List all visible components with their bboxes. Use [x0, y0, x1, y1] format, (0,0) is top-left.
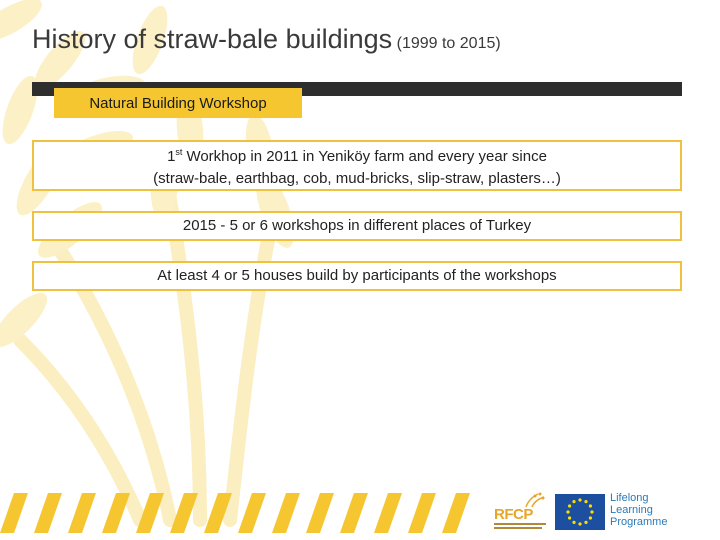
rfcp-logo-rule	[494, 523, 546, 525]
eu-flag-logo	[555, 494, 605, 530]
llp-line-3: Programme	[610, 516, 668, 528]
eu-stars-icon	[555, 494, 605, 530]
llp-line-2: Learning	[610, 504, 653, 516]
title-date-range: (1999 to 2015)	[396, 35, 501, 52]
ordinal-superscript: st	[175, 147, 183, 157]
info-box-2015-text: 2015 - 5 or 6 workshops in different places of Turkey	[182, 217, 532, 234]
info-box-2015-workshops	[32, 211, 682, 241]
page-title	[32, 24, 501, 55]
info-box-first-workshop	[32, 140, 682, 191]
info-box-first-line1-text: Workhop in 2011 in Yeniköy farm and every year since	[186, 148, 547, 165]
info-box-houses-text: At least 4 or 5 houses build by participants of the workshops	[157, 267, 557, 284]
info-box-houses-built	[32, 261, 682, 291]
rfcp-logo-rule-2	[494, 527, 542, 529]
lifelong-learning-logo	[610, 492, 667, 528]
title-main-text: History of straw-bale buildings	[32, 24, 393, 54]
rfcp-logo	[488, 492, 548, 532]
footer-stripe-decoration	[0, 493, 480, 533]
ordinal-number: 1	[167, 148, 176, 165]
section-label: Natural Building Workshop	[54, 88, 302, 118]
rfcp-logo-text: RFCP	[494, 506, 533, 523]
info-box-first-line1	[167, 141, 547, 168]
llp-line-1: Lifelong	[610, 492, 649, 504]
info-box-first-line2: (straw-bale, earthbag, cob, mud-bricks, slip-straw, plasters…)	[153, 170, 561, 187]
